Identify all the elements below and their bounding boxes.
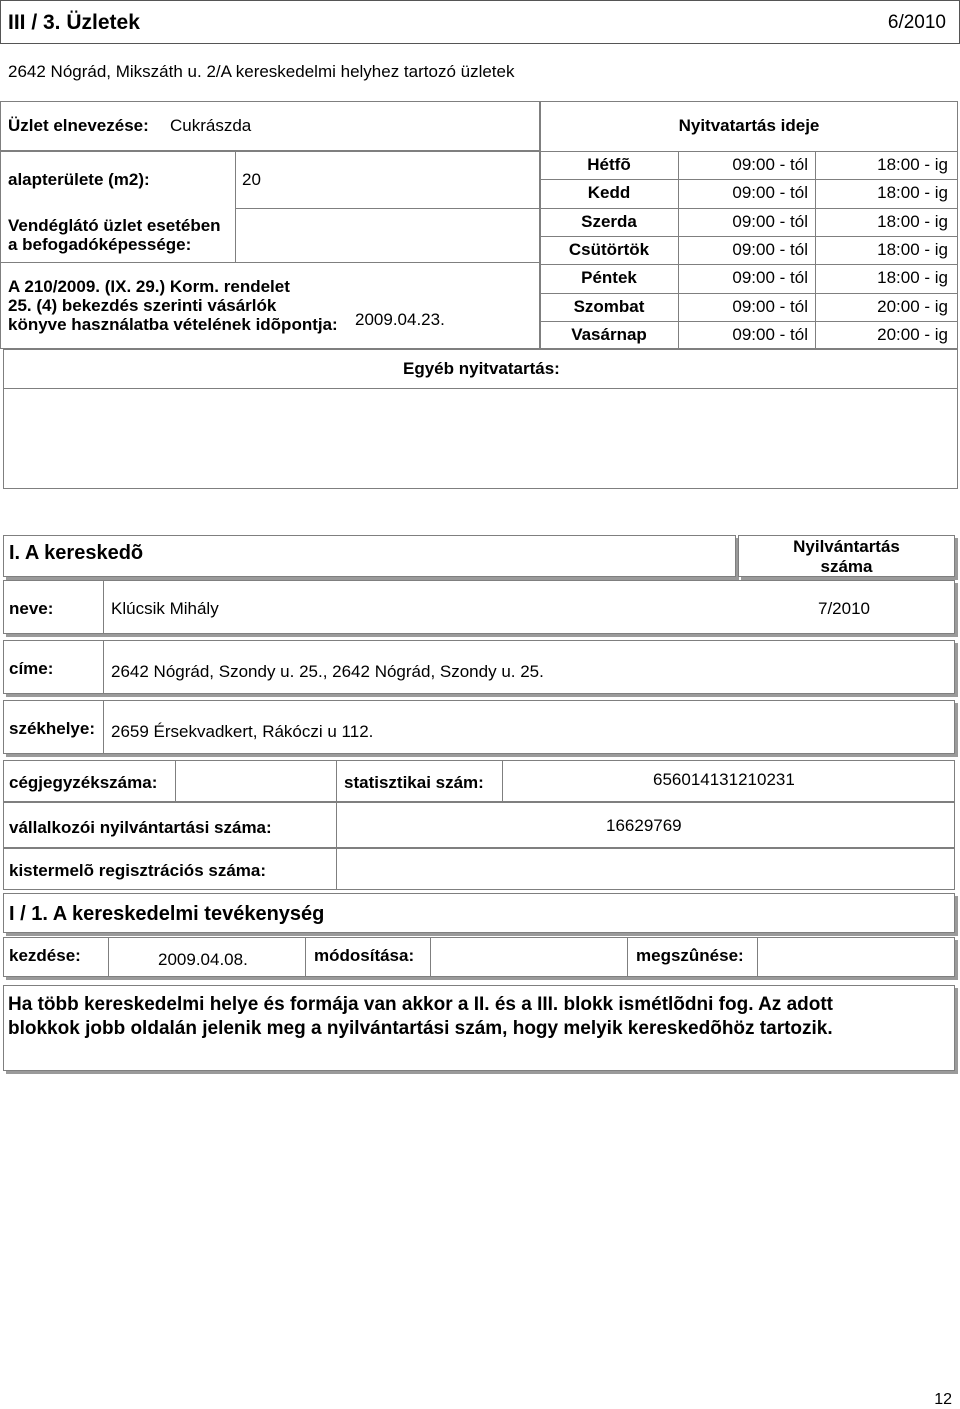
hours-close-time: 18:00 - ig [877,155,948,174]
area-value: 20 [242,170,261,189]
activity-end-label: megszûnése: [636,946,744,965]
entrepreneur-number-value: 16629769 [606,816,682,835]
hours-close-time: 20:00 - ig [877,297,948,316]
capacity-label-2: a befogadóképessége: [8,235,192,254]
regulation-date: 2009.04.23. [355,310,445,329]
page-header [0,0,960,44]
activity-section-title: I / 1. A kereskedelmi tevékenység [9,903,325,925]
merchant-name-value: Klúcsik Mihály [111,599,219,618]
page-reference: 6/2010 [887,12,946,33]
hours-day-label: Péntek [581,268,637,287]
hours-close-time: 18:00 - ig [877,268,948,287]
activity-modification-label: módosítása: [314,946,415,965]
other-hours-label: Egyéb nyitvatartás: [403,359,560,378]
hours-open-time: 09:00 - tól [732,297,808,316]
hours-day-label: Kedd [587,183,631,202]
hours-open-time: 09:00 - tól [732,325,808,344]
hours-day-label: Csütörtök [568,240,650,259]
page-number: 12 [934,1391,952,1408]
merchant-seat-label: székhelye: [9,719,95,738]
activity-dates-row [3,937,955,977]
hours-open-time: 09:00 - tól [732,212,808,231]
hours-close-time: 20:00 - ig [877,325,948,344]
hours-close-time: 18:00 - ig [877,212,948,231]
entrepreneur-number-label: vállalkozói nyilvántartási száma: [9,818,272,837]
shop-name-value: Cukrászda [170,116,252,135]
activity-start-value: 2009.04.08. [158,950,248,969]
statistical-number-value: 656014131210231 [653,770,795,789]
statistical-number-label: statisztikai szám: [344,773,484,792]
hours-open-time: 09:00 - tól [732,240,808,259]
hours-title: Nyitvatartás ideje [678,116,820,135]
hours-open-time: 09:00 - tól [732,183,808,202]
merchant-seat-value: 2659 Érsekvadkert, Rákóczi u 112. [111,722,374,741]
page-title: III / 3. Üzletek [8,11,140,34]
registry-number-label-1: Nyilvántartás [793,537,900,556]
shop-name-label: Üzlet elnevezése: [8,116,149,135]
merchant-address-label: címe: [9,659,54,678]
regulation-label-3: könyve használatba vételének idõpontja: [8,315,338,334]
merchant-address-value: 2642 Nógrád, Szondy u. 25., 2642 Nógrád, Szondy u. 25. [111,662,544,681]
hours-close-time: 18:00 - ig [877,183,948,202]
company-reg-label: cégjegyzékszáma: [9,773,158,792]
capacity-label-1: Vendéglátó üzlet esetében [8,216,221,235]
hours-day-label: Szombat [573,297,645,316]
hours-day-label: Hétfõ [587,155,631,174]
merchant-name-label: neve: [9,599,54,618]
registry-number-value: 7/2010 [818,599,870,618]
hours-open-time: 09:00 - tól [732,268,808,287]
hours-open-time: 09:00 - tól [732,155,808,174]
merchant-section-title: I. A kereskedõ [9,542,144,564]
note-text: Ha több kereskedelmi helye és formája van akkor a II. és a III. blokk ismétlõdni fog. Az adott blokkok jobb oldalán jelenik meg a nyilvántartási szám, hogy melyik kereskedõhöz tartozik. [8,994,834,1039]
activity-start-label: kezdése: [9,946,81,965]
hours-day-label: Vasárnap [571,325,647,344]
hours-day-label: Szerda [581,212,637,231]
hours-close-time: 18:00 - ig [877,240,948,259]
registry-number-label-2: száma [820,557,873,576]
area-label: alapterülete (m2): [8,170,150,189]
address-line: 2642 Nógrád, Mikszáth u. 2/A kereskedelmi helyhez tartozó üzletek [8,62,515,81]
regulation-label-2: 25. (4) bekezdés szerinti vásárlók [8,296,277,315]
regulation-label-1: A 210/2009. (IX. 29.) Korm. rendelet [8,277,290,296]
farmer-number-label: kistermelõ regisztrációs száma: [9,861,267,880]
